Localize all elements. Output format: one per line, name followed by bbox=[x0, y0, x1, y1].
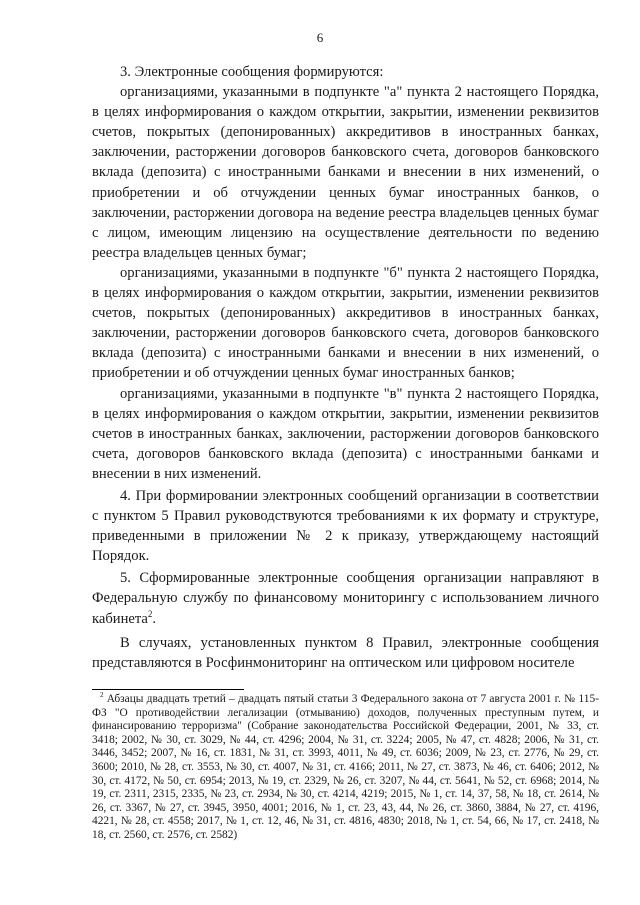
paragraph-5 bbox=[92, 568, 599, 628]
footnote-divider bbox=[92, 689, 244, 690]
page-number: 6 bbox=[316, 30, 324, 45]
paragraph-5-end: . bbox=[152, 610, 157, 627]
paragraph-subpoint-a: организациями, указанными в подпункте "а" пункта 2 настоящего Порядка, в целях информирования о каждом открытии, закрытии, изменении реквизитов счетов, покрытых (депонированных) аккредитивов в иностранных банках, заключении, расторжении договоров банковского счета, договоров банковского вклада (депозита) с иностранными банками и внесении в них изменений, о приобретении и об отчуждении ценных бумаг иностранных банков, о заключении, расторжении договора на ведение реестра владельцев ценных бумаг с лицом, имеющим лицензию на осуществление деятельности по ведению реестра владельцев ценных бумаг; bbox=[92, 84, 599, 261]
paragraph-subpoint-b: организациями, указанными в подпункте "б" пункта 2 настоящего Порядка, в целях информирования о каждом открытии, закрытии, изменении реквизитов счетов, покрытых (депонированных) аккредитивов в иностранных банках, заключении, расторжении договоров банковского счета, договоров банковского вклада (депозита) с иностранными банками и внесении в них изменений, о приобретении и об отчуждении ценных бумаг иностранных банков; bbox=[92, 264, 599, 382]
paragraph-last: В случаях, установленных пунктом 8 Правил, электронные сообщения представляются в Росфинмониторинг на оптическом или цифровом носителе bbox=[92, 634, 599, 671]
footnote-marker: 2 bbox=[100, 691, 104, 700]
paragraph-4: 4. При формировании электронных сообщений организации в соответствии с пунктом 5 Правил руководствуются требованиями к их формату и структуре, приведенными в приложении № 2 к приказу, утверждающему настоящий Порядок. bbox=[92, 487, 599, 565]
body-text bbox=[92, 62, 599, 673]
paragraph-subpoint-v: организациями, указанными в подпункте "в" пункта 2 настоящего Порядка, в целях информирования о каждом открытии, закрытии, изменении реквизитов счетов в иностранных банках, заключении, расторжении договоров банковского счета, договоров банковского вклада (депозита) с иностранными банками и внесении в них изменений. bbox=[92, 385, 599, 482]
paragraph-3-heading: 3. Электронные сообщения формируются: bbox=[120, 64, 384, 80]
footnote-reference: 2 bbox=[147, 608, 153, 619]
footnote-text: Абзацы двадцать третий – двадцать пятый статьи 3 Федерального закона от 7 августа 2001 г. № 115-ФЗ "О противодействии легализации (отмыванию) доходов, полученных преступным путем, и финансированию терроризма" (Собрание законодательства Российской Федерации, 2001, № 33, ст. 3418; 2002, № 30, ст. 3029, № 44, ст. 4296; 2004, № 31, ст. 3224; 2005, № 47, ст. 4828; 2006, № 31, ст. 3446, 3452; 2007, № 16, ст. 1831, № 31, ст. 3993, 4011, № 49, ст. 6036; 2009, № 23, ст. 2776, № 29, ст. 3600; 2010, № 28, ст. 3553, № 30, ст. 4007, № 31, ст. 4166; 2011, № 27, ст. 3873, № 46, ст. 6406; 2012, № 30, ст. 4172, № 50, ст. 6954; 2013, № 19, ст. 2329, № 26, ст. 3207, № 44, ст. 5641, № 52, ст. 6968; 2014, № 19, ст. 2311, 2315, 2335, № 23, ст. 2934, № 30, ст. 4214, 4219; 2015, № 1, ст. 14, 37, 58, № 18, ст. 2614, № 26, ст. 3367, № 27, ст. 3945, 3950, 4001; 2016, № 1, ст. 23, 43, 44, № 26, ст. 3860, 3884, № 27, ст. 4196, 4221, № 28, ст. 4558; 2017, № 1, ст. 12, 46, № 31, ст. 4816, 4830; 2018, № 1, ст. 54, 66, № 17, ст. 2418, № 18, ст. 2560, ст. 2576, ст. 2582) bbox=[92, 693, 599, 841]
footnote bbox=[92, 693, 599, 843]
paragraph-5-text: 5. Сформированные электронные сообщения организации направляют в Федеральную службу по финансовому мониторингу с использованием личного кабинета bbox=[92, 570, 599, 627]
